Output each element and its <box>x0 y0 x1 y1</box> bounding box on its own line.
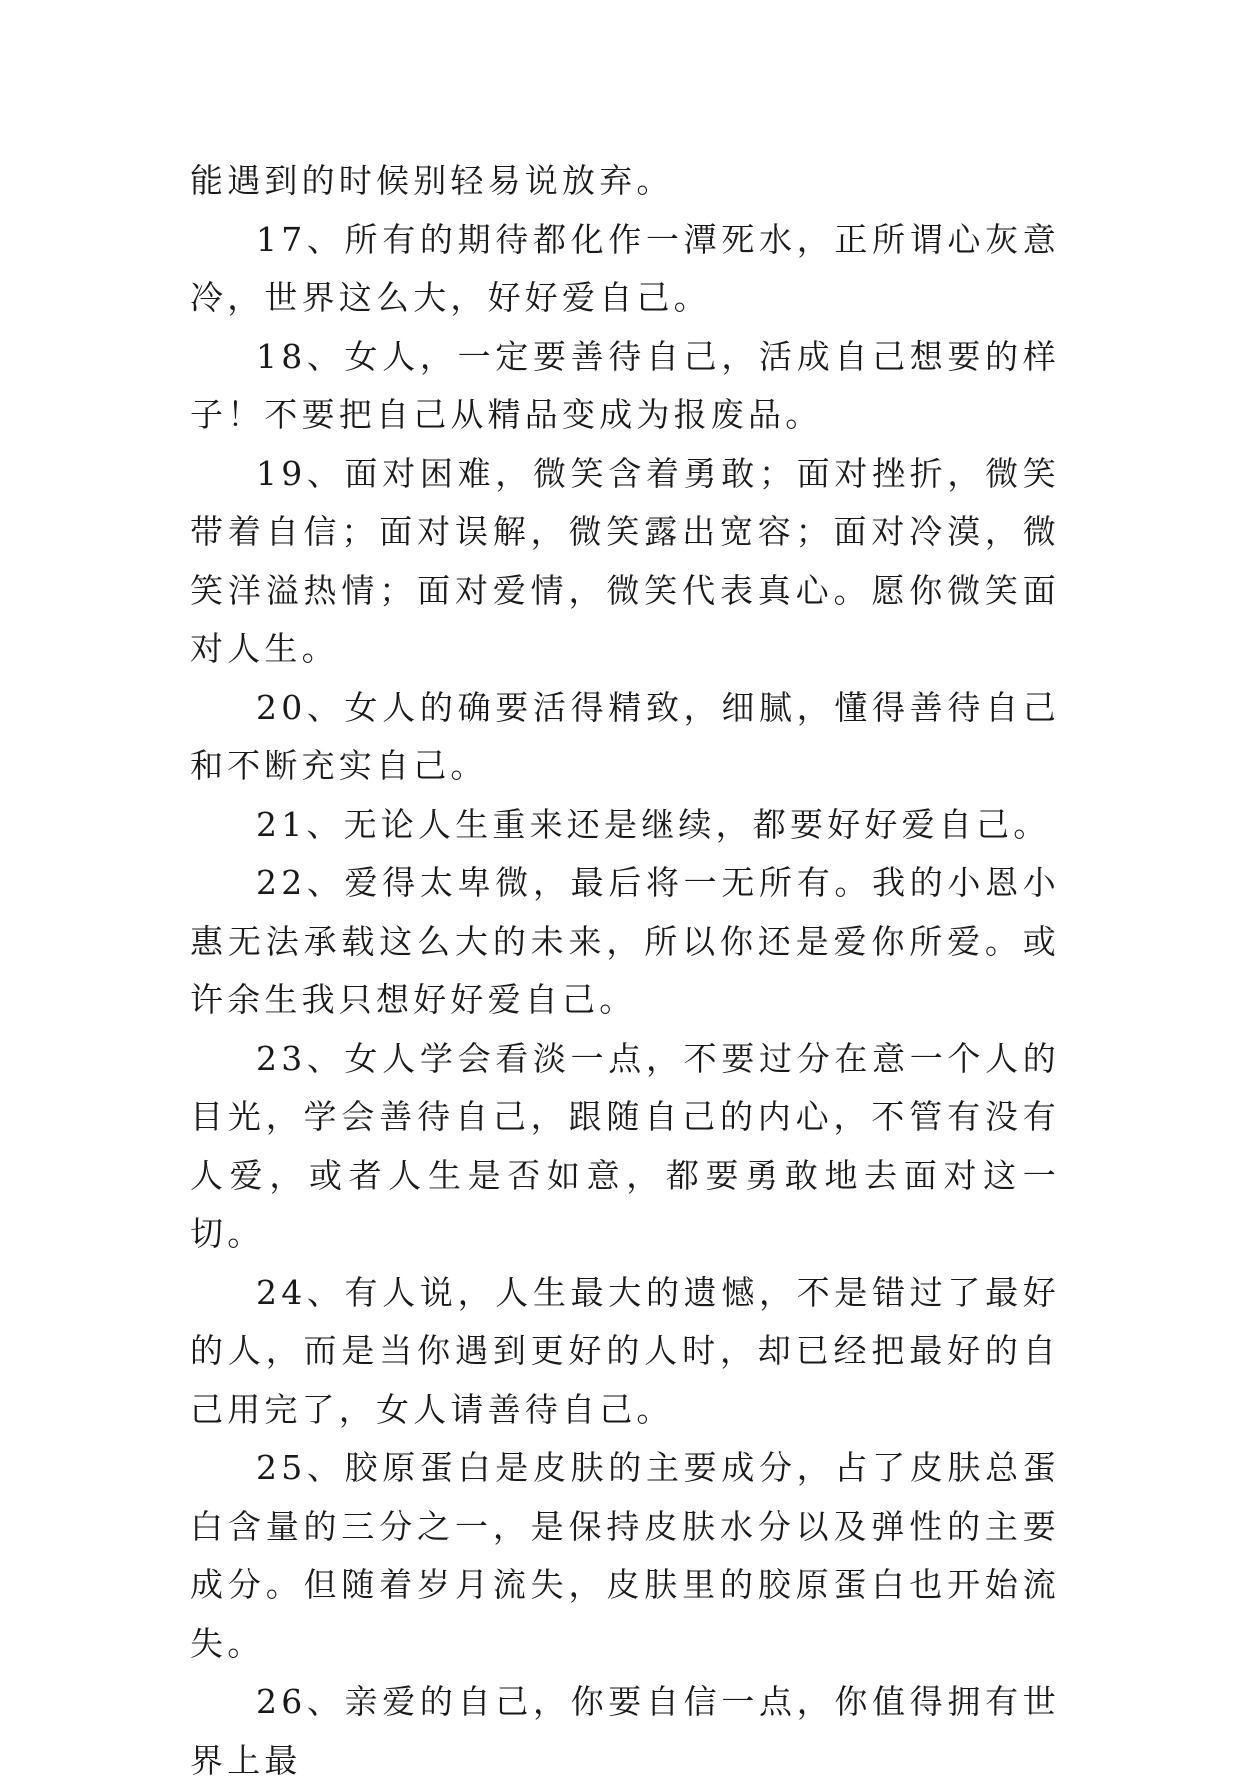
paragraph-20: 20、女人的确要活得精致，细腻，懂得善待自己和不断充实自己。 <box>190 687 1060 785</box>
paragraph-23: 23、女人学会看淡一点，不要过分在意一个人的目光，学会善待自己，跟随自己的内心，不管有没有人爱，或者人生是否如意，都要勇敢地去面对这一切。 <box>190 1038 1060 1253</box>
paragraph-22: 22、爱得太卑微，最后将一无所有。我的小恩小惠无法承载这么大的未来，所以你还是爱你所爱。或许余生我只想好好爱自己。 <box>190 863 1060 1019</box>
paragraph-continuation: 能遇到的时候别轻易说放弃。 <box>190 161 674 200</box>
paragraph-21: 21、无论人生重来还是继续，都要好好爱自己。 <box>256 804 1051 844</box>
paragraph-25: 25、胶原蛋白是皮肤的主要成分，占了皮肤总蛋白含量的三分之一，是保持皮肤水分以及弹性的主要成分。但随着岁月流失，皮肤里的胶原蛋白也开始流失。 <box>190 1448 1060 1663</box>
paragraph-24: 24、有人说，人生最大的遗憾，不是错过了最好的人，而是当你遇到更好的人时，却已经把最好的自己用完了，女人请善待自己。 <box>190 1272 1060 1429</box>
document-body <box>190 152 1060 1790</box>
paragraph-26: 26、亲爱的自己，你要自信一点，你值得拥有世界上最 <box>190 1682 1060 1780</box>
paragraph-19: 19、面对困难，微笑含着勇敢；面对挫折，微笑带着自信；面对误解，微笑露出宽容；面对冷漠，微笑洋溢热情；面对爱情，微笑代表真心。愿你微笑面对人生。 <box>190 453 1060 668</box>
paragraph-17: 17、所有的期待都化作一潭死水，正所谓心灰意冷，世界这么大，好好爱自己。 <box>190 219 1060 317</box>
paragraph-18: 18、女人，一定要善待自己，活成自己想要的样子！不要把自己从精品变成为报废品。 <box>190 336 1060 434</box>
